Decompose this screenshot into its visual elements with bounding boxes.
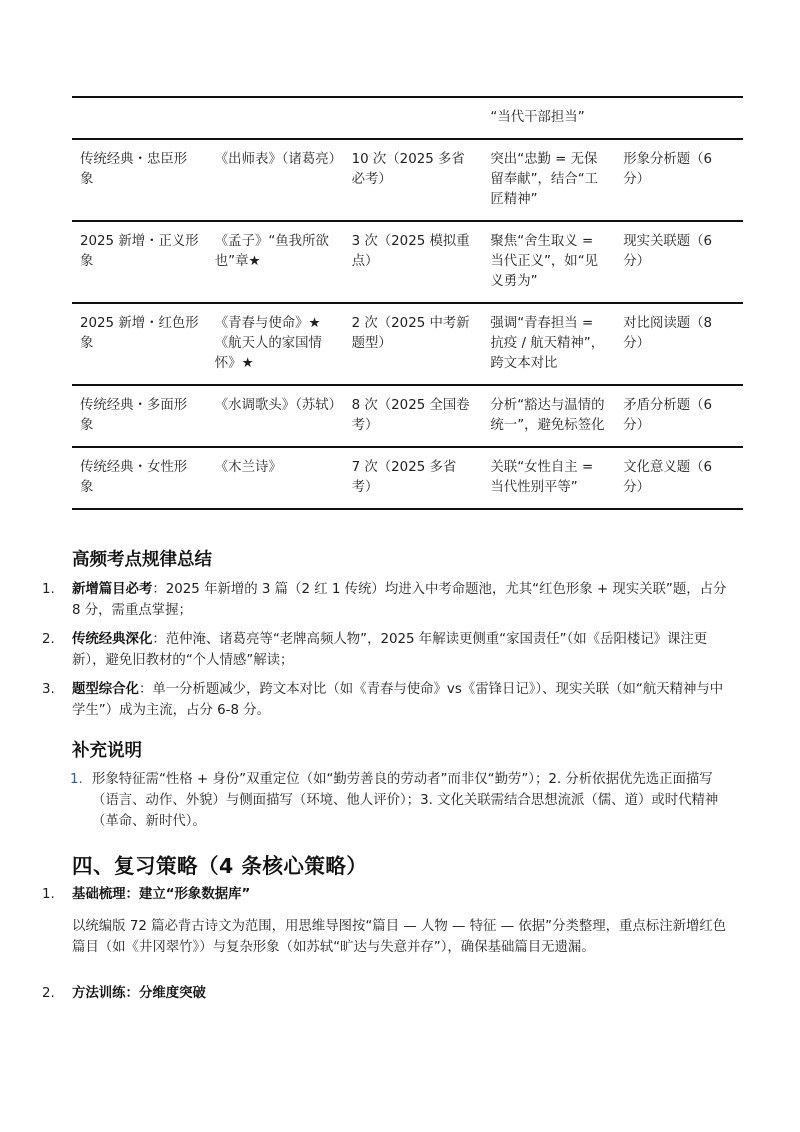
table-row [72,97,743,139]
cell-text-title: 《水调歌头》（苏轼） [214,398,343,413]
cell-category: 2025 新增・红色形象 [80,316,199,351]
cell-frequency: 10 次（2025 多省必考） [351,152,465,187]
cell-question-type: 文化意义题（6 分） [623,460,713,495]
strategy-heading: 四、复习策略（4 条核心策略） [72,854,368,878]
cell-analysis-focus: 聚焦“舍生取义 = 当代正义”，如“见义勇为” [490,234,599,289]
cell-text-title: 《孟子》“鱼我所欲也”章★ [214,234,329,269]
cell-analysis-focus: 突出“忠勤 = 无保留奉献”，结合“工匠精神” [490,152,599,207]
cell-question-type: 现实关联题（6 分） [623,234,713,269]
cell-category: 传统经典・忠臣形象 [80,152,188,187]
cell-question-type [615,97,743,139]
table-row [72,385,743,447]
document-page: “当代干部担当” 传统经典・忠臣形象 《出师表》（诸葛亮） 10 次（2025 多省必考） 突出“忠勤 = 无保留奉献”，结合“工匠精神” 形象分析题（6 分） 2025 新增・正义形象 《孟子》“鱼我所欲也”章★ 3 次（2025 模拟重点） 聚焦“舍生取义 = 当代正义”，如“见义勇为” 现实关联题（6 分） 2025 新增・红色形象 《青春与使命》★《航天人的家国情怀》★ 2 次（2025 中考新题型） 强调“青春担当 = 抗疫 / 航天精神”，跨文本对比 对比阅读题（8 分） 传统经典・多面形象 《水调歌头》（苏轼） 8 次（2025 全国卷考） 分析“豁达与温情的统一”，避免标签化 矛盾分析题（6 分） 传统经典・女性形象 《木兰诗》 7 次（2025 多省考） 关联“女性自主 = 当代性别平等” 文化意义题（6 分） 高频考点规律总结 1. 新增篇目必考：2025 年新增的 3 篇（2 红 1 传统）均进入中考命题池，尤其“红色形象 + 现实关联”题，占分 8 分，需重点掌握； 2. 传统经典深化：范仲淹、诸葛亮等“老牌高频人物”，2025 年解读更侧重“家国责任”（如《岳阳楼记》课注更新），避免旧教材的“个人情感”解读； 3. 题型综合化：单一分析题减少，跨文本对比（如《青春与使命》vs《雷锋日记》）、现实关联（如“航天精神与中学生”）成为主流，占分 6-8 分。 补充说明 1. 形象特征需“性格 + 身份”双重定位（如“勤劳善良的劳动者”而非仅“勤劳”）；2. 分析依据优先选正面描写（语言、动作、外貌）与侧面描写（环境、他人评价）；3. 文化关联需结合思想流派（儒、道）或时代精神（革命、新时代）。 四、复习策略（4 条核心策略） 1. 基础梳理：建立“形象数据库” 以统编版 72 篇必背古诗文为范围，用思维导图按“篇目 — 人物 — 特征 — 依据”分类整理，重点标注新增红色篇目（如《井冈翠竹》）与复杂形象（如苏轼“旷达与失意并存”），确保基础篇目无遗漏。 2. 方法训练：分维度突破 [0,0,800,1132]
cell-question-type: 矛盾分析题（6 分） [623,398,713,433]
cell-frequency: 3 次（2025 模拟重点） [351,234,470,269]
cell-analysis-focus: 分析“豁达与温情的统一”，避免标签化 [490,398,605,433]
summary-item: 1. 新增篇目必考：2025 年新增的 3 篇（2 红 1 传统）均进入中考命题池，尤其“红色形象 + 现实关联”题，占分 8 分，需重点掌握； [42,582,727,618]
cell-analysis-focus: 强调“青春担当 = 抗疫 / 航天精神”，跨文本对比 [490,316,605,371]
cell-analysis-focus: 关联“女性自主 = 当代性别平等” [490,460,594,495]
table-row [72,303,743,385]
supplement-item: 1. 形象特征需“性格 + 身份”双重定位（如“勤劳善良的劳动者”而非仅“勤劳”）；2. 分析依据优先选正面描写（语言、动作、外貌）与侧面描写（环境、他人评价）；3. 文化关联需结合思想流派（儒、道）或时代精神（革命、新时代）。 [70,772,719,829]
cell-frequency: 7 次（2025 多省考） [351,460,457,495]
cell-text-title: 《出师表》（诸葛亮） [214,152,343,167]
table-row [72,221,743,303]
strategy-title: 基础梳理：建立“形象数据库” [72,887,251,902]
summary-list [42,579,734,721]
cell-question-type: 形象分析题（6 分） [623,152,713,187]
cell-category: 传统经典・多面形象 [80,398,188,433]
cell-category: 2025 新增・正义形象 [80,234,199,269]
supplement-heading: 补充说明 [72,741,142,761]
strategy-title: 方法训练：分维度突破 [72,986,206,1001]
supplement-list [70,769,734,832]
cell-text-title: 《青春与使命》★《航天人的家国情怀》★ [214,316,322,371]
summary-item: 2. 传统经典深化：范仲淹、诸葛亮等“老牌高频人物”，2025 年解读更侧重“家国责任”（如《岳阳楼记》课注更新），避免旧教材的“个人情感”解读； [42,632,708,668]
cell-frequency [344,97,483,139]
cell-frequency: 2 次（2025 中考新题型） [351,316,470,351]
summary-item: 3. 题型综合化：单一分析题减少，跨文本对比（如《青春与使命》vs《雷锋日记》）、现实关联（如“航天精神与中学生”）成为主流，占分 6-8 分。 [42,682,724,718]
exam-points-table [72,96,743,510]
cell-text-title [207,97,344,139]
table-row [72,139,743,221]
cell-category: 传统经典・女性形象 [80,460,188,495]
cell-text-title: 《木兰诗》 [214,460,282,475]
cell-analysis-focus: “当代干部担当” [490,110,585,125]
table-row [72,447,743,509]
cell-frequency: 8 次（2025 全国卷考） [351,398,470,433]
strategy-body: 以统编版 72 篇必背古诗文为范围，用思维导图按“篇目 — 人物 — 特征 — 依据”分类整理，重点标注新增红色篇目（如《井冈翠竹》）与复杂形象（如苏轼“旷达与失意并存”），确保基础篇目无遗漏。 [72,919,727,955]
cell-question-type: 对比阅读题（8 分） [623,316,713,351]
cell-category [72,97,207,139]
summary-heading: 高频考点规律总结 [72,550,212,570]
